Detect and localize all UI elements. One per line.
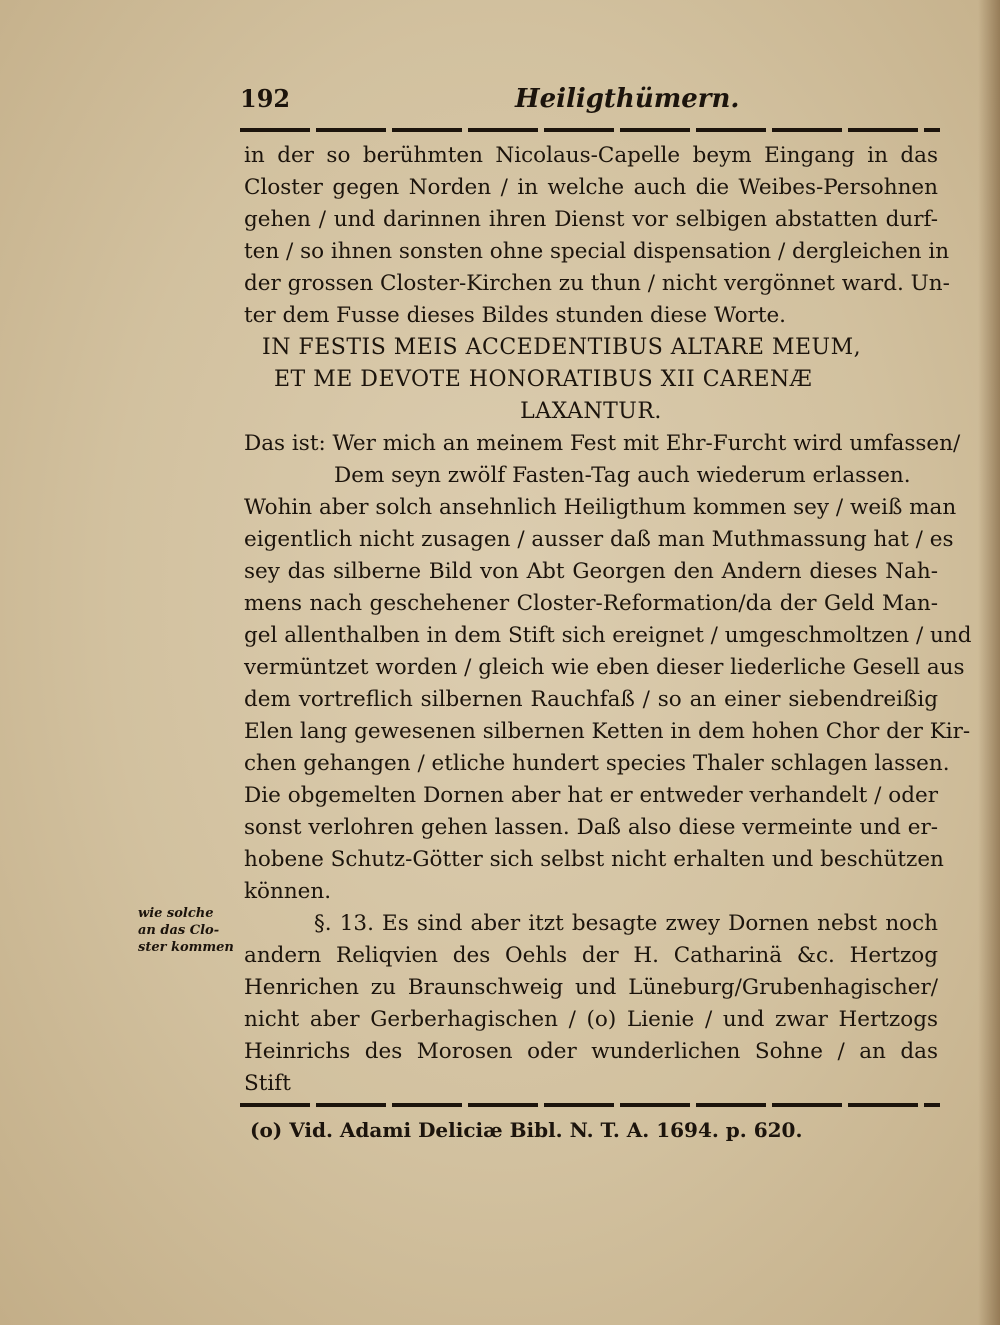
text-line: Die obgemelten Dornen aber hat er entweder verhandelt / oder xyxy=(244,783,938,808)
margin-note-line: wie solche xyxy=(138,906,214,921)
latin-inscription-line: LAXANTUR. xyxy=(520,399,662,424)
text-line: gehen / und darinnen ihren Dienst vor selbigen abstatten durf- xyxy=(244,207,938,232)
latin-inscription-line: ET ME DEVOTE HONORATIBUS XII CARENÆ xyxy=(274,367,813,392)
text-line: hobene Schutz-Götter sich selbst nicht erhalten und beschützen xyxy=(244,847,944,872)
page-edge-shadow xyxy=(978,0,1000,1325)
text-line: dem vortreflich silbernen Rauchfaß / so an einer siebendreißig xyxy=(244,687,938,712)
text-line: vermüntzet worden / gleich wie eben dieser liederliche Gesell aus xyxy=(244,655,965,680)
text-line: in der so berühmten Nicolaus-Capelle beym Eingang in das xyxy=(244,143,938,168)
text-line: chen gehangen / etliche hundert species Thaler schlagen lassen. xyxy=(244,751,950,776)
text-line: sey das silberne Bild von Abt Georgen den Andern dieses Nah- xyxy=(244,559,938,584)
text-line: Closter gegen Norden / in welche auch die Weibes-Persohnen xyxy=(244,175,938,200)
text-line: Heinrichs des Morosen oder wunderlichen Sohne / an das xyxy=(244,1039,938,1064)
text-line: §. 13. Es sind aber itzt besagte zwey Dornen nebst noch xyxy=(314,911,938,936)
catchword: Stift xyxy=(244,1071,291,1096)
text-line: mens nach geschehener Closter-Reformation/da der Geld Man- xyxy=(244,591,938,616)
text-line: nicht aber Gerberhagischen / (o) Lienie / und zwar Hertzogs xyxy=(244,1007,938,1032)
text-line: Henrichen zu Braunschweig und Lüneburg/Grubenhagischer/ xyxy=(244,975,938,1000)
text-line: Wohin aber solch ansehnlich Heiligthum kommen sey / weiß man xyxy=(244,495,957,520)
verse-line: Das ist: Wer mich an meinem Fest mit Ehr-Furcht wird umfassen/ xyxy=(244,431,961,456)
latin-inscription-line: IN FESTIS MEIS ACCEDENTIBUS ALTARE MEUM, xyxy=(262,335,862,360)
text-line: sonst verlohren gehen lassen. Daß also diese vermeinte und er- xyxy=(244,815,939,840)
text-line: Elen lang gewesenen silbernen Ketten in dem hohen Chor der Kir- xyxy=(244,719,971,744)
margin-note xyxy=(138,905,243,956)
running-title: Heiligthümern. xyxy=(515,84,740,114)
text-line: gel allenthalben in dem Stift sich ereignet / umgeschmoltzen / und xyxy=(244,623,972,648)
text-line: eigentlich nicht zusagen / ausser daß man Muthmassung hat / es xyxy=(244,527,954,552)
text-line: ten / so ihnen sonsten ohne special dispensation / dergleichen in xyxy=(244,239,950,264)
text-line: andern Reliqvien des Oehls der H. Catharinä &c. Hertzog xyxy=(244,943,938,968)
footnote-rule xyxy=(240,1103,940,1107)
header-rule xyxy=(240,128,940,132)
text-line: ter dem Fusse dieses Bildes stunden diese Worte. xyxy=(244,303,787,328)
text-line: der grossen Closter-Kirchen zu thun / nicht vergönnet ward. Un- xyxy=(244,271,950,296)
margin-note-line: ster kommen xyxy=(138,940,234,955)
verse-line: Dem seyn zwölf Fasten-Tag auch wiederum erlassen. xyxy=(334,463,911,488)
page-header xyxy=(240,84,940,124)
text-line: können. xyxy=(244,879,332,904)
margin-note-line: an das Clo- xyxy=(138,923,220,938)
page-number: 192 xyxy=(240,84,291,113)
footnote: (o) Vid. Adami Deliciæ Bibl. N. T. A. 1694. p. 620. xyxy=(250,1118,803,1142)
body-text xyxy=(244,140,972,1100)
